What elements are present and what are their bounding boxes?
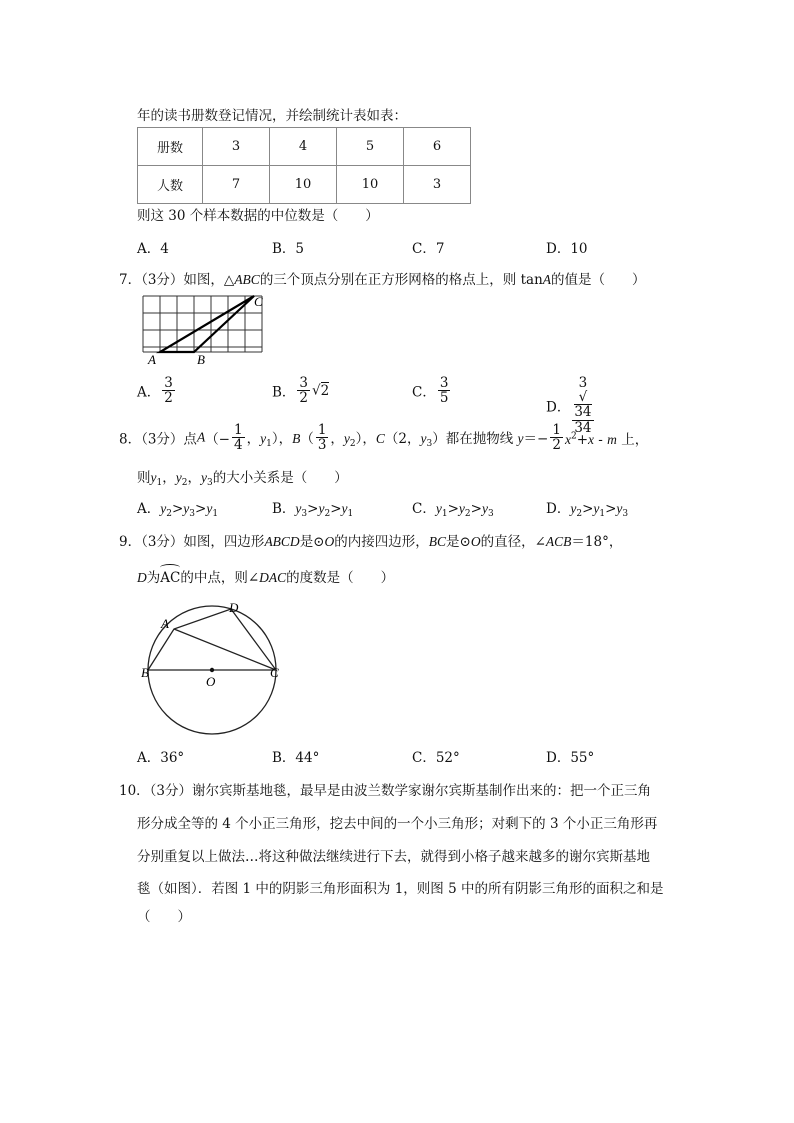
circle-quadrilateral-figure	[135, 596, 295, 736]
q6-option-c: C．7	[412, 241, 445, 257]
q10-line3: 分别重复以上做法…将这种做法继续进行下去，就得到小格子越来越多的谢尔宾斯基地	[137, 849, 650, 865]
q9-option-a: A．36°	[137, 750, 185, 766]
q9-option-d: D．55°	[546, 750, 595, 766]
table-cell: 3	[203, 128, 270, 166]
q10-line5: （ ）	[137, 909, 191, 925]
triangle-abc	[160, 296, 254, 352]
center-point	[210, 668, 214, 672]
table-cell: 5	[337, 128, 404, 166]
q8-option-a: A．$y_2>y_3>y_1$	[137, 501, 219, 519]
q10-line1: 10．（3分）谢尔宾斯基地毯，最早是由波兰数学家谢尔宾斯基制作出来的：把一个正三角	[119, 783, 652, 799]
table-cell: 册数	[138, 128, 203, 166]
reading-table	[137, 127, 471, 204]
q10-line4: 毯（如图）．若图 1 中的阴影三角形面积为 1，则图 5 中的所有阴影三角形的面积之和是	[137, 881, 664, 897]
label-c: C	[254, 294, 263, 309]
table-cell: 4	[270, 128, 337, 166]
label-a: A	[161, 616, 169, 631]
q8-line2: 则$y_1$，$y_2$，$y_3$的大小关系是（ ）	[137, 470, 348, 488]
q7-option-a: A． $\frac{3}{2}$	[137, 375, 173, 407]
q9-option-b: B．44°	[272, 750, 320, 766]
table-cell: 3	[404, 166, 471, 204]
q7-option-c: C． $\frac{3}{5}$	[412, 375, 449, 407]
label-b: B	[197, 352, 205, 367]
q6-option-b: B．5	[272, 241, 305, 257]
table-row	[138, 166, 471, 204]
q9-option-c: C．52°	[412, 750, 460, 766]
q7-option-d: D． 3 √ 34 34	[546, 375, 592, 436]
label-b: B	[141, 665, 149, 680]
table-cell: 10	[270, 166, 337, 204]
q8-stem: 8．（3分）点A（− $\frac{1}{4}$ ，$y_1$），B（ $\frac{1}{3}$ ，$y_2$），C（2，$y_3$）都在抛物线 y＝− $\frac{1}{2}$ $x^2+x - m$ 上，	[119, 422, 649, 454]
q9-stem-line1: 9．（3分）如图，四边形ABCD是⊙O的内接四边形，BC是⊙O的直径，∠ACB＝18°，	[119, 534, 623, 550]
q9-stem-line2: D为 AC的中点，则∠DAC的度数是（ ）	[137, 566, 394, 586]
label-a: A	[148, 352, 156, 367]
table-cell: 7	[203, 166, 270, 204]
q8-option-d: D．$y_2>y_1>y_3$	[546, 501, 629, 519]
table-cell: 人数	[138, 166, 203, 204]
label-c: C	[270, 665, 279, 680]
grid-triangle-figure	[135, 290, 275, 370]
table-row	[138, 128, 471, 166]
q8-option-c: C．$y_1>y_2>y_3$	[412, 501, 494, 519]
table-cell: 6	[404, 128, 471, 166]
q6-option-a: A．4	[137, 241, 169, 257]
q6-option-d: D．10	[546, 241, 588, 257]
table-cell: 10	[337, 166, 404, 204]
q7-option-b: B． $\frac{3}{2}$ √2	[272, 375, 330, 407]
label-o: O	[206, 674, 216, 689]
q7-stem: 7．（3分）如图，△ABC的三个顶点分别在正方形网格的格点上，则 tanA的值是（ ）	[119, 272, 646, 288]
q10-line2: 形分成全等的 4 个小正三角形，挖去中间的一个小三角形；对剩下的 3 个小正三角形再	[137, 816, 658, 832]
q8-option-b: B．$y_3>y_2>y_1$	[272, 501, 354, 519]
label-d: D	[229, 600, 239, 615]
intro-line: 年的读书册数登记情况，并绘制统计表如表：	[137, 108, 407, 124]
q6-stem: 则这 30 个样本数据的中位数是（ ）	[137, 208, 379, 224]
